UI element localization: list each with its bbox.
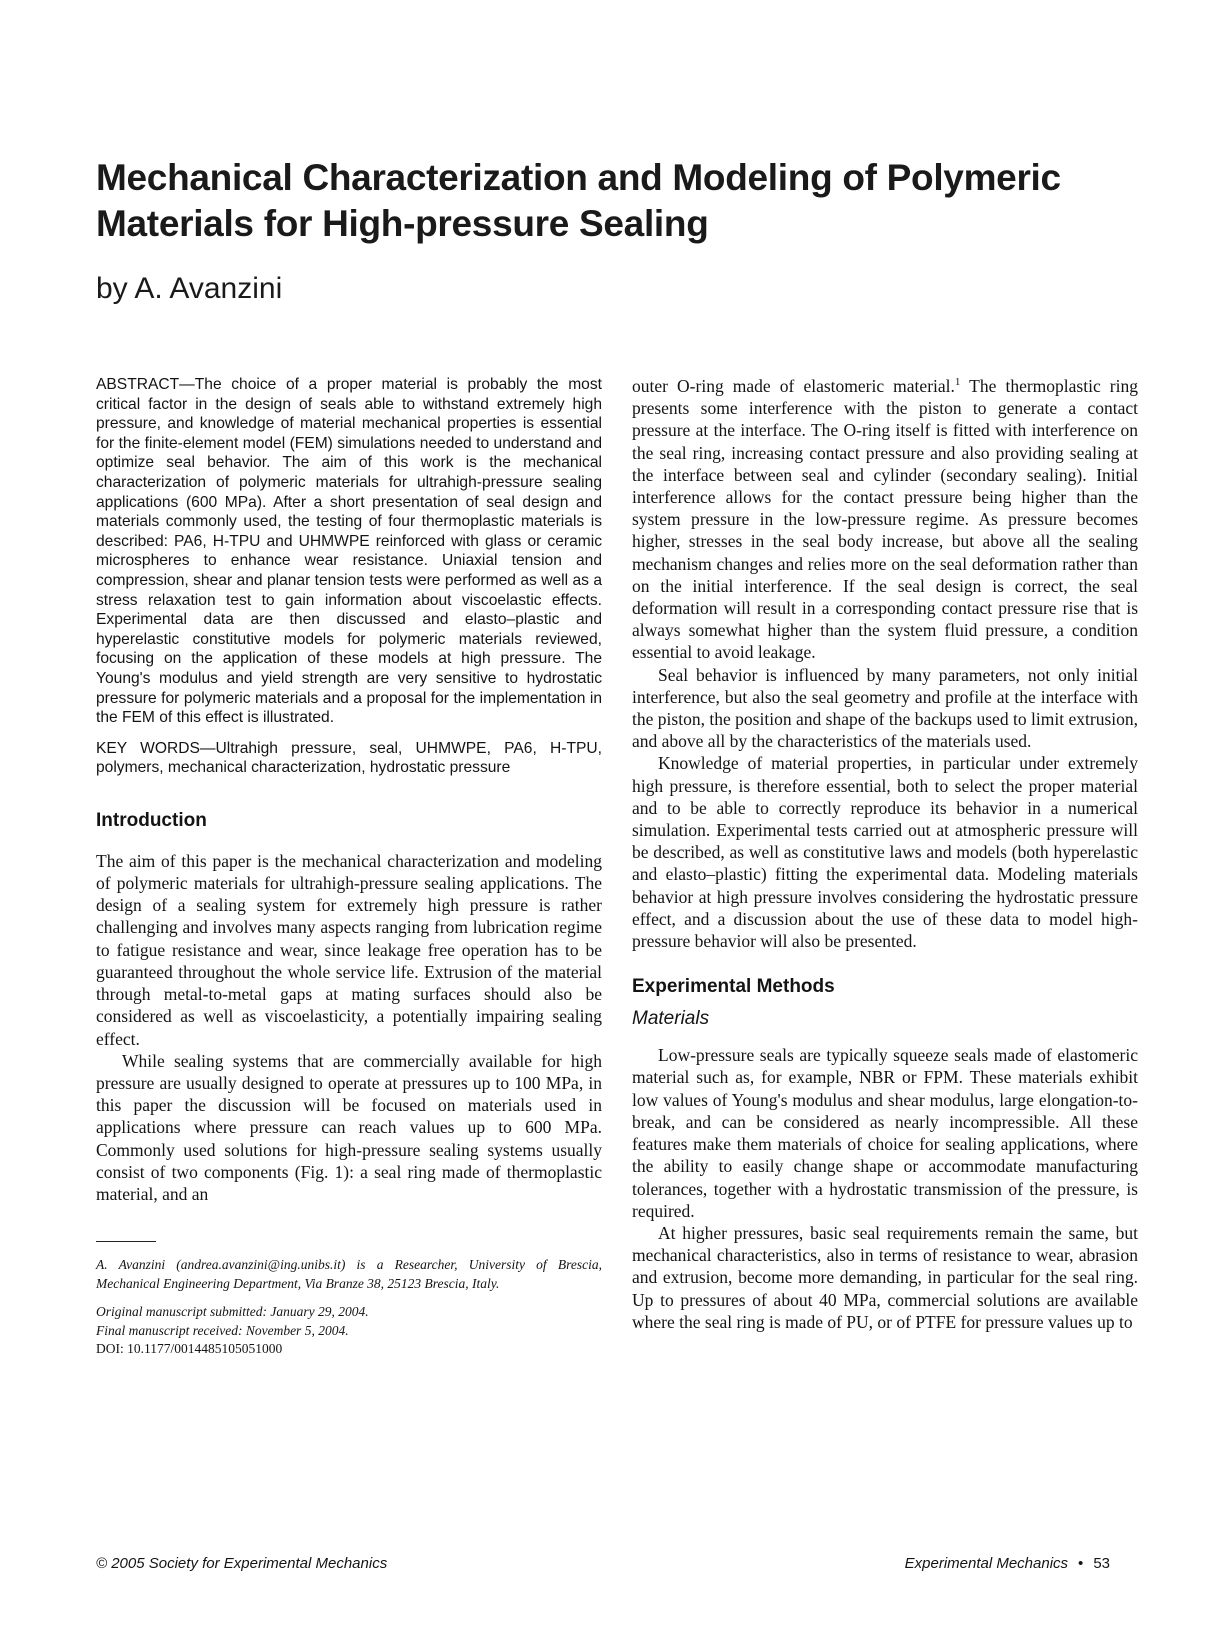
intro-paragraph-2: While sealing systems that are commercially available for high pressure are usually designed to operate at pressures up to 100 MPa, in this paper the discussion will be focused on materials used in applications where pressure can reach values up to 600 MPa. Commonly used solutions for high-pressure sealing systems usually consist of two components (Fig. 1): a seal ring made of thermoplastic material, and an [96, 1050, 602, 1204]
experimental-methods-heading: Experimental Methods [632, 976, 835, 998]
materials-paragraph-2: At higher pressures, basic seal requirements remain the same, but mechanical characteristics, also in terms of resistance to wear, abrasion and extrusion, become more demanding, in particular for the seal ring. Up to pressures of about 40 MPa, commercial solutions are available where the seal ring is made of PU, or of PTFE for pressure values up to [632, 1222, 1138, 1332]
intro-paragraph-5: Knowledge of material properties, in particular under extremely high pressure, is therefore essential, both to select the proper material and to be able to correctly reproduce its behavior in a numerical simulation. Experimental tests carried out at atmospheric pressure will be described, as well as constitutive laws and models (both hyperelastic and elasto–plastic) fitting the experimental data. Modeling materials behavior at high pressure involves considering the hydrostatic pressure effect, and a discussion about the use of these data to model high-pressure behavior will also be presented. [632, 753, 1138, 952]
footnote-rule [96, 1241, 156, 1242]
intro-paragraph-1: The aim of this paper is the mechanical characterization and modeling of polymeric materials for ultrahigh-pressure sealing applications. The design of a sealing system for extremely high pressure is rather challenging and involves many aspects ranging from lubrication regime to fatigue resistance and wear, since leakage free operation has to be guaranteed throughout the whole service life. Extrusion of the material through metal-to-metal gaps at mating surfaces should also be considered as well as viscoelasticity, a potentially impairing sealing effect. [96, 850, 602, 1049]
paper-title: Mechanical Characterization and Modeling of Polymeric Materials for High-pressure Sealing [96, 157, 1061, 244]
right-column [632, 375, 1138, 1333]
doi-note: DOI: 10.1177/0014485105051000 [96, 1341, 283, 1357]
submitted-date-note: Original manuscript submitted: January 29, 2004. [96, 1304, 369, 1320]
intro-paragraph-4: Seal behavior is influenced by many parameters, not only initial interference, but also the seal geometry and profile at the interface with the piston, the position and shape of the backups used to limit extrusion, and above all by the characteristics of the materials used. [632, 664, 1138, 752]
left-column [96, 375, 602, 1359]
reference-marker: 1 [954, 376, 961, 389]
intro-paragraph-3 [632, 375, 1138, 664]
author-affiliation-footnote: A. Avanzini (andrea.avanzini@ing.unibs.it) is a Researcher, University of Brescia, Mechanical Engineering Department, Via Branze 38, 25123 Brescia, Italy. [96, 1257, 602, 1291]
received-date-note: Final manuscript received: November 5, 2004. [96, 1322, 349, 1338]
author-line: by A. Avanzini [96, 272, 283, 305]
page-footer [905, 1555, 1110, 1572]
materials-paragraph-1: Low-pressure seals are typically squeeze seals made of elastomeric material such as, for example, NBR or FPM. These materials exhibit low values of Young's modulus and shear modulus, large elongation-to-break, and can be considered as nearly incompressible. All these features make them materials of choice for sealing applications, where the ability to easily change shape or accommodate manufacturing tolerances, together with a hydrostatic transmission of the pressure, is required. [632, 1045, 1138, 1221]
introduction-heading: Introduction [96, 809, 207, 831]
copyright-footer: © 2005 Society for Experimental Mechanics [96, 1555, 388, 1572]
materials-subheading: Materials [632, 1008, 710, 1030]
intro-paragraph-3-start: outer O-ring made of elastomeric material. [632, 376, 955, 396]
intro-paragraph-3-rest: The thermoplastic ring presents some interference with the piston to generate a contact pressure at the interface. The O-ring itself is fitted with interference on the seal ring, increasing contact pressure and also providing sealing at the interface between seal and cylinder (secondary sealing). Initial interference allows for the contact pressure being higher than the system pressure in the low-pressure regime. As pressure becomes higher, stresses in the seal body increase, but above all the sealing mechanism changes and relies more on the seal deformation rather than on the initial interference. If the seal design is correct, the seal deformation will result in a corresponding contact pressure rise that is always somewhat higher than the system fluid pressure, a condition essential to avoid leakage. [632, 376, 1138, 663]
footer-bullet: • [1078, 1555, 1084, 1572]
page-number: 53 [1093, 1555, 1110, 1572]
keywords: KEY WORDS—Ultrahigh pressure, seal, UHMWPE, PA6, H-TPU, polymers, mechanical characterization, hydrostatic pressure [96, 739, 602, 777]
journal-name: Experimental Mechanics [904, 1555, 1069, 1572]
abstract: ABSTRACT—The choice of a proper material is probably the most critical factor in the design of seals able to withstand extremely high pressure, and knowledge of material mechanical properties is essential for the finite-element model (FEM) simulations needed to understand and optimize seal behavior. The aim of this work is the mechanical characterization of polymeric materials for ultrahigh-pressure sealing applications (600 MPa). After a short presentation of seal design and materials commonly used, the testing of four thermoplastic materials is described: PA6, H-TPU and UHMWPE reinforced with glass or ceramic microspheres to enhance wear resistance. Uniaxial tension and compression, shear and planar tension tests were performed as well as a stress relaxation test to gain information about viscoelastic effects. Experimental data are then discussed and elasto–plastic and hyperelastic constitutive models for polymeric materials reviewed, focusing on the application of these models at high pressure. The Young's modulus and yield strength are very sensitive to hydrostatic pressure for polymeric materials and a proposal for the implementation in the FEM of this effect is illustrated. [96, 376, 602, 727]
